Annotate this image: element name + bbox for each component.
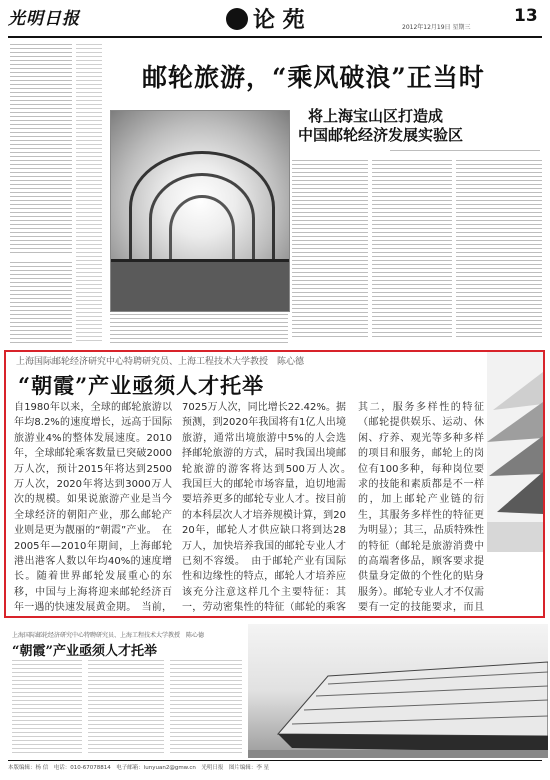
- cruise-ship-photo: [248, 624, 548, 758]
- newspaper-masthead: 光明日报: [8, 9, 80, 29]
- section-name: 论 苑: [253, 7, 305, 33]
- page-footer: 本版编辑：杨 信 电话：010-67078814 电子邮箱：lunyuan2@gmw.cn 光明日报 图片编辑：李 星: [8, 765, 270, 771]
- lead-subtitle-line2: 中国邮轮经济发展实验区: [298, 126, 464, 144]
- thumbnail-headline: “朝霞”产业亟须人才托举: [12, 644, 157, 659]
- terminal-photo: [110, 110, 290, 312]
- lead-subtitle-line1: 将上海宝山区打造成: [308, 107, 444, 125]
- feature-byline: 上海国际邮轮经济研究中心特聘研究员、上海工程技术大学教授 陈心德: [16, 357, 305, 367]
- thumbnail-body-col3: [170, 660, 242, 756]
- feature-column-2: 7025万人次，同比增长22.42%。据预测，到2020年我国将有1亿人出境旅游，通常出境旅游中5%的人会选择邮轮旅游的方式，届时我国出境邮轮旅游的游客将达到500万人次。 我国巨大的邮轮市场容量，迫切地需要培养更多的邮轮专业人才。按目前的本科层次人才培养规模计算，到2020年，邮轮人才供应缺口将到达28万人，加快培养我国的邮轮专业人才已刻不容缓。 由于邮轮产业有国际性和边缘性的特点，邮轮人才培养应该充分注意这样几个主要特征：其一，劳动密集性的特征（邮轮的乘客: [182, 402, 346, 614]
- cruise-ship-illustration: [487, 352, 543, 552]
- left-column-text: [10, 44, 72, 254]
- lead-body-under-photo: [110, 314, 288, 344]
- left-column-text-lower: [10, 262, 72, 344]
- footer-rule: [8, 760, 542, 761]
- feature-headline: “朝霞”产业亟须人才托举: [18, 373, 265, 398]
- lead-byline: [390, 150, 540, 154]
- lead-article-title: 邮轮旅游，“乘风破浪”正当时: [142, 63, 485, 92]
- feature-article-highlight: [4, 350, 545, 618]
- lead-body-col3: [456, 160, 542, 340]
- lead-body-col1: [292, 160, 368, 340]
- section-logo-icon: [226, 8, 248, 30]
- lead-body-col2: [372, 160, 452, 340]
- feature-column-1: 自1980年以来，全球的邮轮旅游以年均8.2%的速度增长，远高于国际旅游业4%的整体发展速度。2010年，全球邮轮乘客数量已突破2000万人次，预计2015年将达到2500万人次，2020年将达到3000万人次的规模。如果说旅游产业是当今全球经济的朝阳产业，那么邮轮产业则是更为靓丽的“朝霞”产业。 在2005年—2010年期间，上海邮轮港出港客人数以年均40%的速度增长。随着世界邮轮发展重心的东移，中国与上海将迎来邮轮经济百年一遇的快速发展黄金期。 当前，: [14, 402, 172, 614]
- left-column-sidebar: [76, 44, 102, 344]
- feature-column-3: 其二，服务多样性的特征（邮轮提供娱乐、运动、休闲、疗养、观光等多种多样的项目和服务，邮轮上的岗位有100多种，每种岗位要求的技能和素质都是不一样的，加上邮轮产业链的衍生，其服务多样性的特征更为明显）；其三，品质特殊性的特征（邮轮是旅游消费中的高端奢侈品，顾客要求提供量身定做的个性化的贴身服务）。邮轮专业人才不仅需要有一定的技能要求，而且: [358, 402, 484, 614]
- thumbnail-byline: 上海国际邮轮经济研究中心特聘研究员、上海工程技术大学教授 陈心德: [12, 632, 205, 639]
- thumbnail-body-col1: [12, 660, 82, 756]
- header-rule: [8, 36, 542, 38]
- thumbnail-body-col2: [88, 660, 164, 756]
- issue-date: 2012年12月19日 星期三: [402, 24, 471, 31]
- page-number: 13: [514, 6, 538, 26]
